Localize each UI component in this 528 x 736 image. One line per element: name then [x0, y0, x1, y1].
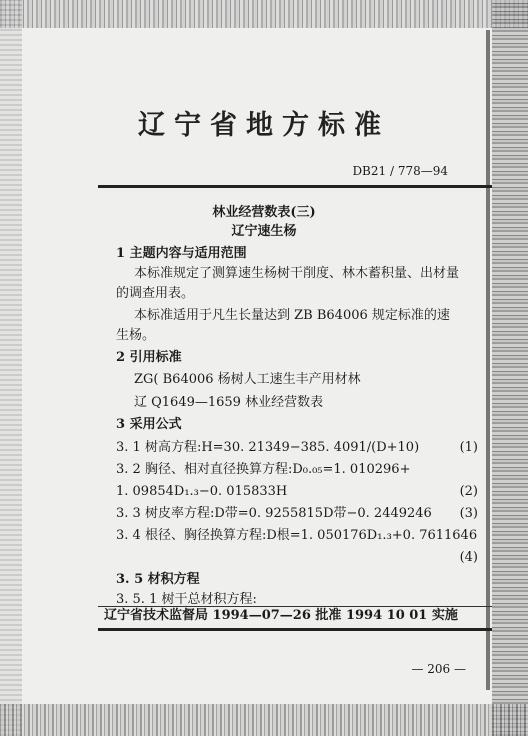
section-3-heading: 3 采用公式 [116, 417, 182, 432]
footer-bottom-rule [98, 628, 492, 631]
document-subtitle: 辽宁速生杨 [231, 224, 297, 239]
formula-3-2: 3. 2 胸径、相对直径换算方程:D₀.₀₅=1. 010296+ [116, 462, 411, 477]
scan-border-bottom [0, 704, 528, 736]
formula-3-4: 3. 4 根径、胸径换算方程:D根=1. 050176D₁.₃+0. 7611646 [116, 528, 478, 543]
paragraph-line: 本标准适用于凡生长量达到 ZB B64006 规定标准的速 [134, 308, 450, 323]
section-3-5-heading: 3. 5 材积方程 [116, 572, 200, 587]
page-number: — 206 — [411, 662, 466, 676]
paragraph-line: 生杨。 [116, 328, 156, 343]
footer-top-rule [98, 606, 492, 607]
section-2-heading: 2 引用标准 [116, 350, 182, 365]
equation-number: (4) [459, 550, 478, 565]
equation-number: (3) [459, 506, 478, 521]
formula-3-2-continued: 1. 09854D₁.₃−0. 015833H [116, 484, 288, 499]
section-3-5-1: 3. 5. 1 树干总材积方程: [116, 592, 257, 607]
header-rule [98, 185, 492, 188]
scan-border-top [0, 0, 528, 28]
equation-number: (2) [459, 484, 478, 499]
paragraph-line: 本标准规定了测算速生杨树干削度、林木蓄积量、出材量 [134, 266, 460, 281]
formula-3-3: 3. 3 树皮率方程:D带=0. 9255815D带−0. 2449246 [116, 506, 432, 521]
approval-footer: 辽宁省技术监督局 1994—07—26 批准 1994 10 01 实施 [104, 608, 458, 623]
section-1-heading: 1 主题内容与适用范围 [116, 246, 247, 261]
equation-number: (1) [459, 440, 478, 455]
paragraph-line: 的调查用表。 [116, 286, 195, 301]
standard-code: DB21 / 778—94 [352, 164, 448, 178]
formula-3-1: 3. 1 树高方程:H=30. 21349−385. 4091/(D+10) [116, 440, 420, 455]
reference-item: 辽 Q1649—1659 林业经营数表 [134, 395, 324, 410]
reference-item: ZG( B64006 杨树人工速生丰产用材林 [134, 372, 361, 387]
standard-title: 辽宁省地方标准 [138, 110, 390, 141]
document-title: 林业经营数表(三) [212, 205, 316, 220]
